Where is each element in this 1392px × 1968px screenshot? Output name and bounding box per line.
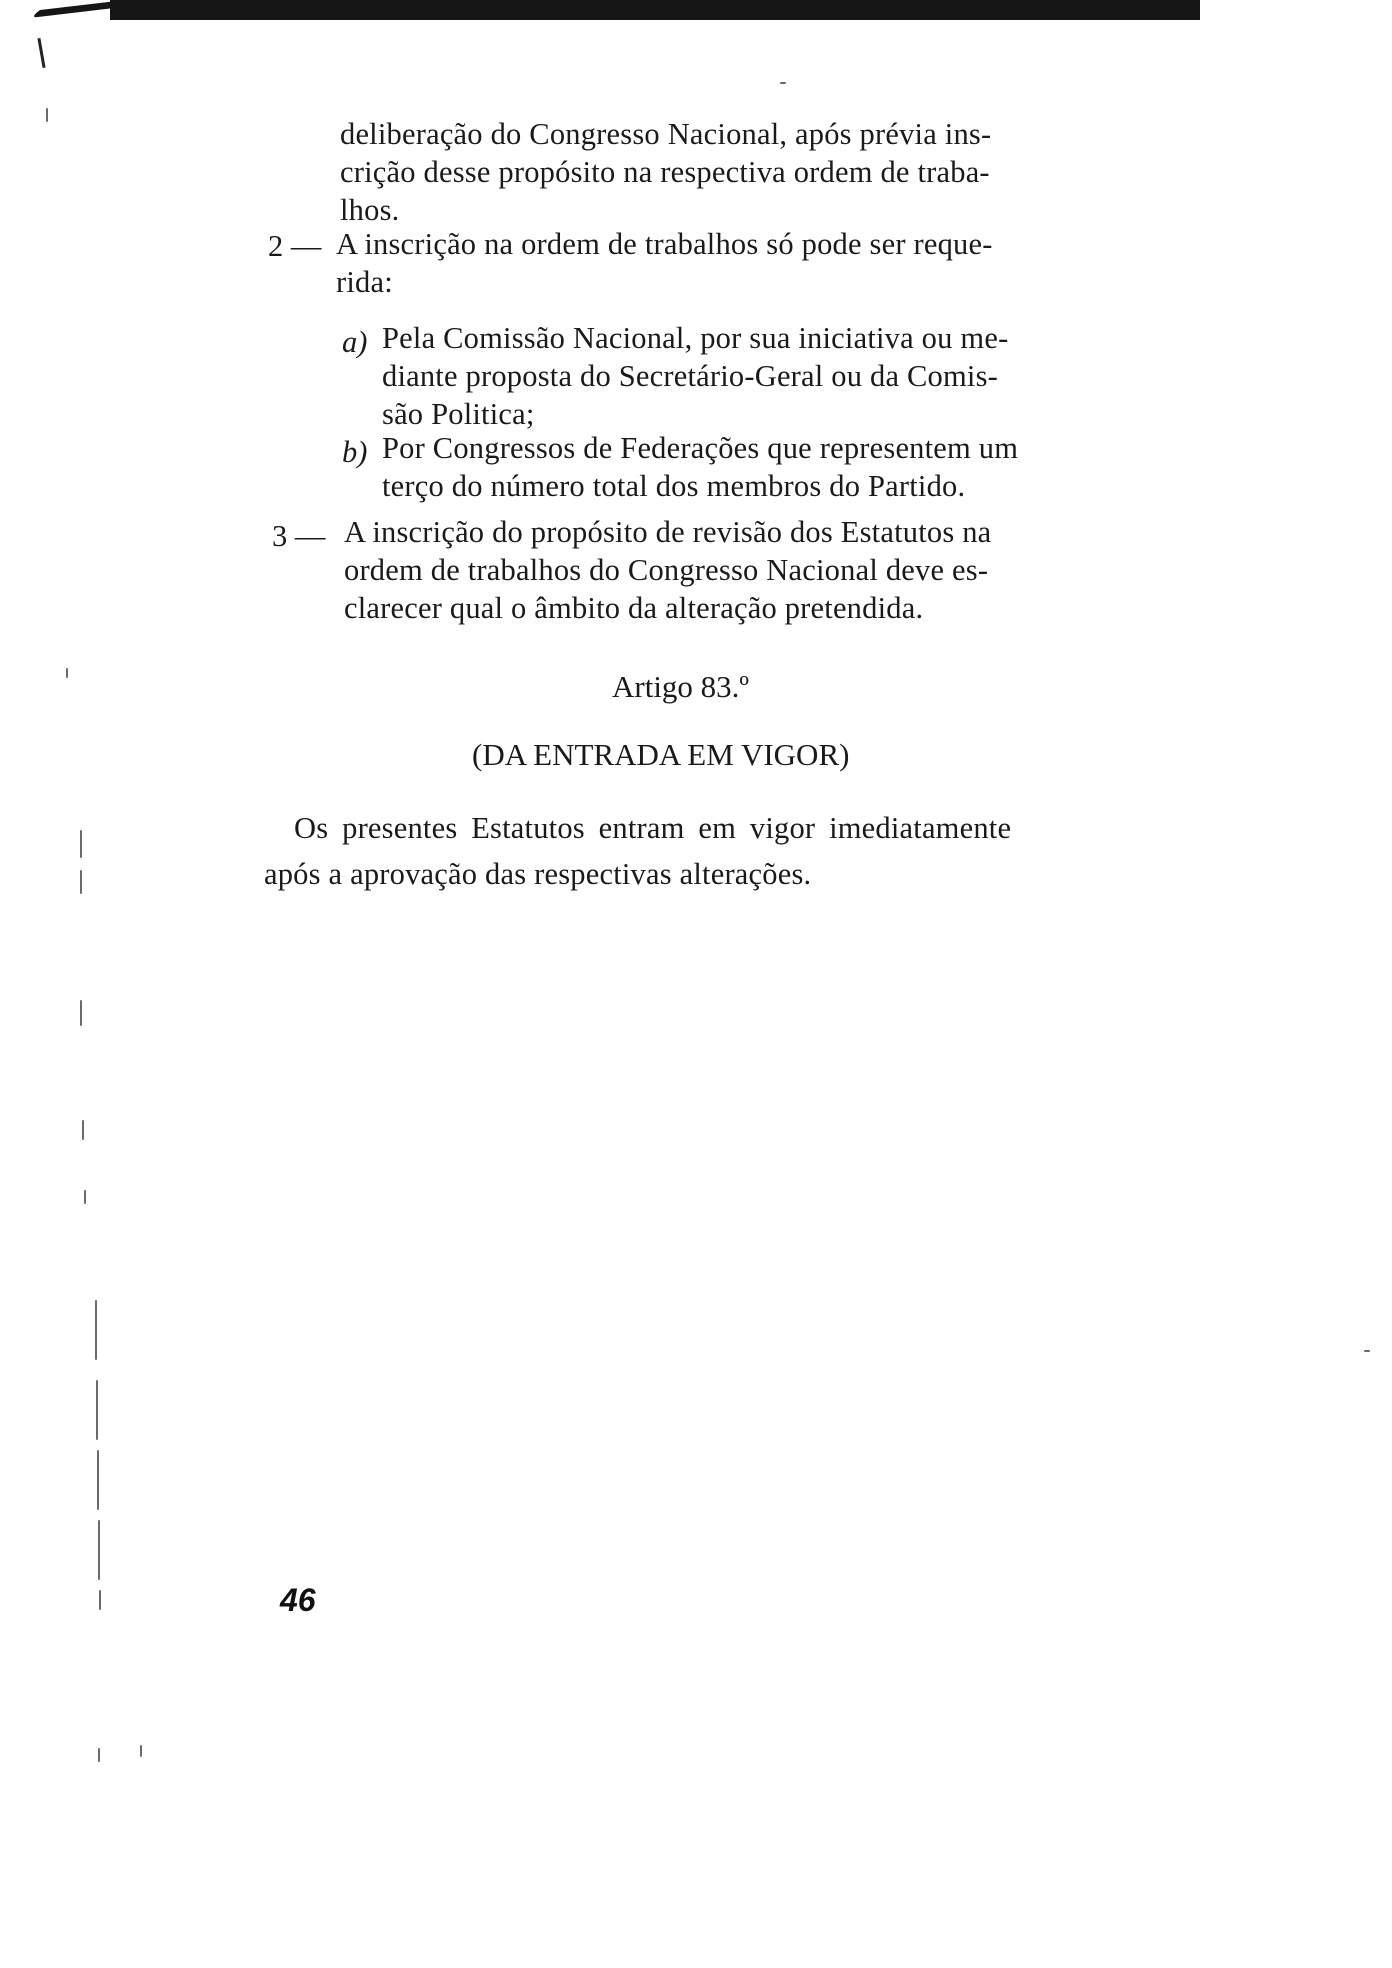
scan-speck (140, 1745, 142, 1757)
scan-speck (80, 870, 82, 894)
item-3-line-3: clarecer qual o âmbito da alteração pretendida. (344, 591, 924, 625)
scan-top-edge (110, 0, 1200, 20)
scan-speck (80, 830, 82, 858)
item-3-number: 3 — (272, 519, 326, 553)
scan-speck (780, 82, 786, 84)
item-a-marker: a) (342, 325, 368, 359)
item-3-line-1: A inscrição do propósito de revisão dos Estatutos na (344, 515, 992, 549)
scan-speck (66, 668, 68, 678)
scan-speck (84, 1190, 86, 1204)
scan-speck (97, 1450, 99, 1510)
item-a-line-3: são Politica; (382, 397, 535, 431)
item-b-marker: b) (342, 435, 368, 469)
item-a-line-2: diante proposta do Secretário-Geral ou da Comis- (382, 359, 999, 393)
scan-speck (98, 1748, 100, 1762)
scan-speck (96, 1380, 98, 1440)
scan-speck (98, 1520, 100, 1580)
article-line-2: após a aprovação das respectivas alterações. (264, 857, 812, 891)
item-3-line-2: ordem de trabalhos do Congresso Nacional deve es- (344, 553, 989, 587)
article-line-1: Os presentes Estatutos entram em vigor imediatamente (294, 811, 1012, 845)
page-number: 46 (280, 1582, 316, 1618)
scan-corner-mark (37, 38, 45, 68)
paragraph-1-line-1: deliberação do Congresso Nacional, após prévia ins- (340, 117, 992, 151)
item-2-line-1: A inscrição na ordem de trabalhos só pode ser reque- (336, 227, 993, 261)
item-2-line-2: rida: (336, 265, 393, 299)
scan-speck (82, 1120, 84, 1140)
item-a-line-1: Pela Comissão Nacional, por sua iniciativa ou me- (382, 321, 1009, 355)
article-title: Artigo 83.º (612, 669, 750, 704)
paragraph-1-line-2: crição desse propósito na respectiva ordem de traba- (340, 155, 990, 189)
item-2-number: 2 — (268, 229, 322, 263)
item-b-line-2: terço do número total dos membros do Partido. (382, 469, 966, 503)
paragraph-1-line-3: lhos. (340, 193, 400, 227)
scan-speck (99, 1590, 101, 1610)
item-b-line-1: Por Congressos de Federações que representem um (382, 431, 1019, 465)
scan-speck (1364, 1350, 1370, 1352)
scan-speck (80, 1000, 82, 1026)
scan-speck (95, 1300, 97, 1360)
article-subtitle: (DA ENTRADA EM VIGOR) (472, 737, 850, 772)
scan-speck (46, 108, 48, 122)
